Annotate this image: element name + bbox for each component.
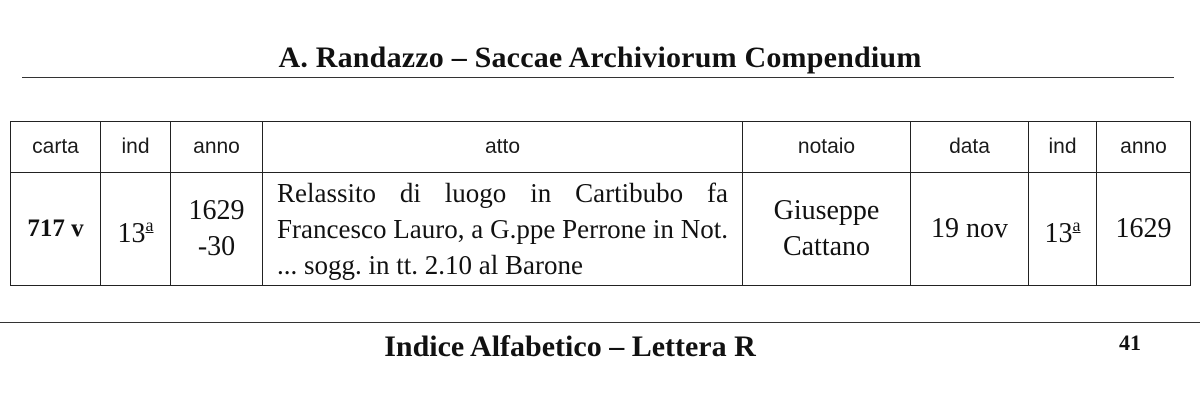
header-divider — [22, 77, 1174, 78]
column-header-anno: anno — [171, 122, 263, 173]
column-header-notaio: notaio — [743, 122, 911, 173]
column-header-ind: ind — [101, 122, 171, 173]
page-number: 41 — [1119, 330, 1141, 355]
cell-ind-2 — [1029, 173, 1097, 286]
column-header-carta: carta — [11, 122, 101, 173]
table-row — [11, 173, 1191, 286]
ind-number-2: 13 — [1044, 217, 1073, 249]
cell-anno — [171, 173, 263, 286]
page-footer-title: Indice Alfabetico – Lettera R — [384, 330, 756, 363]
cell-carta: 717 v — [11, 173, 101, 286]
column-header-ind-2: ind — [1029, 122, 1097, 173]
cell-notaio — [743, 173, 911, 286]
page-header-title: A. Randazzo – Saccae Archiviorum Compendium — [278, 41, 922, 74]
column-header-anno-2: anno — [1097, 122, 1191, 173]
register-table — [10, 121, 1191, 286]
anno-text: 1629 -30 — [188, 195, 245, 262]
notaio-text: Giuseppe Cattano — [773, 195, 880, 262]
cell-ind — [101, 173, 171, 286]
table-header-row — [11, 122, 1191, 173]
cell-anno-2: 1629 — [1097, 173, 1191, 286]
footer-divider — [0, 322, 1200, 323]
column-header-atto: atto — [263, 122, 743, 173]
cell-data: 19 nov — [911, 173, 1029, 286]
column-header-data: data — [911, 122, 1029, 173]
ind-number: 13 — [117, 217, 146, 249]
ordinal-suffix: a — [145, 214, 154, 235]
ordinal-suffix-2: a — [1072, 214, 1081, 235]
cell-atto: Relassito di luogo in Cartibubo fa Francesco Lauro, a G.ppe Perrone in Not. ... sogg. in tt. 2.10 al Barone — [263, 173, 743, 286]
